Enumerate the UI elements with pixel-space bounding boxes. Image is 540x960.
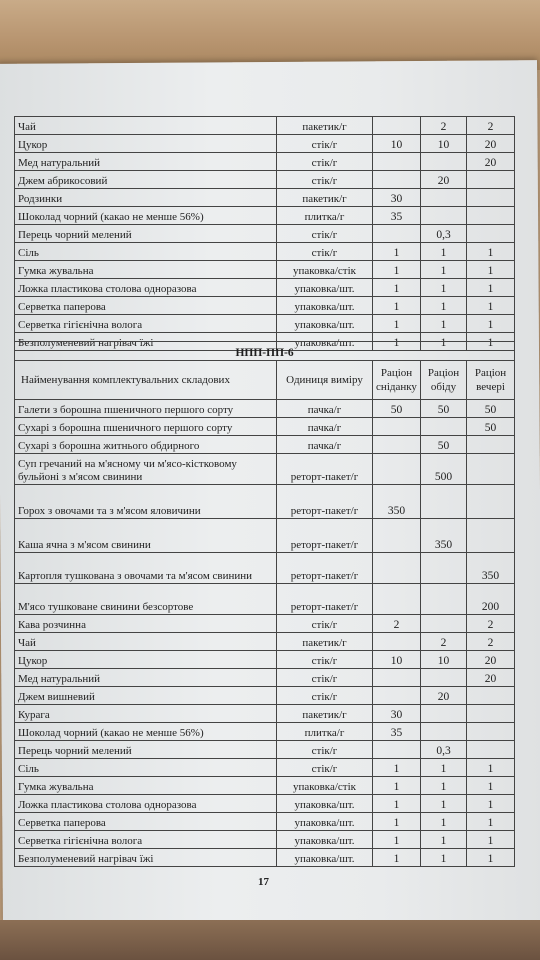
header-dinner: Раціон вечері [467,361,515,400]
item-unit: стік/г [277,171,373,189]
dinner-value: 1 [467,795,515,813]
breakfast-value: 2 [373,615,421,633]
table-row [15,633,515,651]
table-row [15,777,515,795]
item-name: Серветка гігієнічна волога [15,831,277,849]
item-unit: упаковка/шт. [277,831,373,849]
item-unit: стік/г [277,225,373,243]
lunch-value: 1 [421,279,467,297]
lunch-value [421,189,467,207]
item-name: Чай [15,633,277,651]
breakfast-value: 1 [373,297,421,315]
dinner-value [467,741,515,759]
item-name: Цукор [15,651,277,669]
breakfast-value [373,153,421,171]
breakfast-value: 1 [373,759,421,777]
item-unit: стік/г [277,153,373,171]
lunch-value: 1 [421,759,467,777]
item-unit: реторт-пакет/г [277,485,373,519]
item-name: Цукор [15,135,277,153]
breakfast-value: 1 [373,831,421,849]
breakfast-value: 1 [373,849,421,867]
item-name: Перець чорний мелений [15,225,277,243]
dinner-value: 20 [467,669,515,687]
table-row [15,813,515,831]
section-title-row [15,342,515,361]
lunch-value: 2 [421,117,467,135]
table-row [15,117,515,135]
dinner-value: 350 [467,553,515,584]
dinner-value: 1 [467,261,515,279]
breakfast-value: 1 [373,813,421,831]
lunch-value: 20 [421,171,467,189]
dinner-value: 50 [467,400,515,418]
breakfast-value [373,584,421,615]
table-row [15,553,515,584]
lunch-value: 50 [421,436,467,454]
lunch-value: 20 [421,687,467,705]
item-unit: пакетик/г [277,705,373,723]
lunch-value [421,584,467,615]
page-number: 17 [258,876,269,888]
dinner-value: 2 [467,117,515,135]
item-name: Шоколад чорний (какао не менше 56%) [15,207,277,225]
lunch-value: 1 [421,795,467,813]
dinner-value [467,189,515,207]
header-unit: Одиниця виміру [277,361,373,400]
table-row [15,315,515,333]
breakfast-value: 1 [373,333,421,351]
wooden-table-background [0,0,540,70]
item-name: Безполуменевий нагрівач їжі [15,333,277,351]
item-unit: упаковка/шт. [277,279,373,297]
breakfast-value: 1 [373,795,421,813]
item-name: Сухарі з борошна житнього обдирного [15,436,277,454]
item-unit: стік/г [277,669,373,687]
item-name: Курага [15,705,277,723]
item-unit: упаковка/шт. [277,849,373,867]
table-row [15,519,515,553]
table-row [15,723,515,741]
item-name: Ложка пластикова столова одноразова [15,795,277,813]
breakfast-value: 30 [373,189,421,207]
lunch-value [421,615,467,633]
table-row [15,297,515,315]
item-name: Перець чорний мелений [15,741,277,759]
item-unit: плитка/г [277,723,373,741]
table-header-row [15,361,515,400]
lunch-value: 1 [421,777,467,795]
ration-table-npp-pp-6 [14,341,515,867]
table-row [15,849,515,867]
dinner-value [467,687,515,705]
table-row [15,615,515,633]
table-row [15,153,515,171]
table-row [15,485,515,519]
table-row [15,759,515,777]
item-unit: стік/г [277,135,373,153]
breakfast-value: 1 [373,261,421,279]
item-unit: реторт-пакет/г [277,584,373,615]
item-unit: пачка/г [277,400,373,418]
breakfast-value [373,519,421,553]
item-name: Родзинки [15,189,277,207]
dinner-value: 200 [467,584,515,615]
item-unit: пакетик/г [277,189,373,207]
table-row [15,454,515,485]
item-name: Горох з овочами та з м'ясом яловичини [15,485,277,519]
table-row [15,279,515,297]
lunch-value: 350 [421,519,467,553]
table-row [15,741,515,759]
dinner-value [467,454,515,485]
breakfast-value [373,633,421,651]
item-name: Гумка жувальна [15,777,277,795]
table-row [15,225,515,243]
item-unit: реторт-пакет/г [277,519,373,553]
lunch-value [421,705,467,723]
item-name: Каша ячна з м'ясом свинини [15,519,277,553]
lunch-value [421,669,467,687]
item-name: М'ясо тушковане свинини безсортове [15,584,277,615]
breakfast-value [373,669,421,687]
breakfast-value: 1 [373,279,421,297]
item-name: Джем вишневий [15,687,277,705]
header-name: Найменування комплектувальних складових [15,361,277,400]
lunch-value: 0,3 [421,741,467,759]
dinner-value: 1 [467,777,515,795]
lunch-value: 10 [421,651,467,669]
dinner-value [467,225,515,243]
item-name: Кава розчинна [15,615,277,633]
item-unit: стік/г [277,687,373,705]
item-name: Безполуменевий нагрівач їжі [15,849,277,867]
table-row [15,418,515,436]
item-unit: пачка/г [277,436,373,454]
dinner-value: 1 [467,849,515,867]
dinner-value: 1 [467,297,515,315]
lunch-value: 1 [421,243,467,261]
item-name: Серветка гігієнічна волога [15,315,277,333]
lunch-value: 2 [421,633,467,651]
item-unit: стік/г [277,651,373,669]
item-name: Ложка пластикова столова одноразова [15,279,277,297]
dinner-value [467,705,515,723]
table-row [15,584,515,615]
item-unit: упаковка/шт. [277,333,373,351]
item-unit: упаковка/стік [277,261,373,279]
dinner-value: 1 [467,315,515,333]
breakfast-value [373,687,421,705]
header-breakfast: Раціон сніданку [373,361,421,400]
item-name: Картопля тушкована з овочами та м'ясом свинини [15,553,277,584]
breakfast-value [373,117,421,135]
table-row [15,261,515,279]
ration-table-previous [14,116,515,351]
breakfast-value [373,171,421,189]
table-row [15,171,515,189]
breakfast-value: 30 [373,705,421,723]
table-row [15,207,515,225]
breakfast-value: 50 [373,400,421,418]
dinner-value: 20 [467,153,515,171]
item-unit: упаковка/шт. [277,795,373,813]
lunch-value [421,723,467,741]
table-row [15,669,515,687]
item-unit: реторт-пакет/г [277,454,373,485]
item-name: Сухарі з борошна пшеничного першого сорту [15,418,277,436]
item-name: Сіль [15,759,277,777]
breakfast-value: 1 [373,315,421,333]
breakfast-value: 10 [373,651,421,669]
lunch-value: 50 [421,400,467,418]
item-name: Серветка паперова [15,813,277,831]
item-name: Серветка паперова [15,297,277,315]
item-unit: упаковка/шт. [277,813,373,831]
breakfast-value [373,454,421,485]
item-unit: реторт-пакет/г [277,553,373,584]
wooden-table-edge [0,920,540,960]
item-unit: стік/г [277,615,373,633]
lunch-value: 1 [421,333,467,351]
dinner-value [467,723,515,741]
table-row [15,189,515,207]
table-row [15,436,515,454]
lunch-value: 1 [421,831,467,849]
lunch-value [421,485,467,519]
dinner-value: 1 [467,243,515,261]
dinner-value: 50 [467,418,515,436]
item-name: Гумка жувальна [15,261,277,279]
dinner-value: 1 [467,333,515,351]
dinner-value: 1 [467,831,515,849]
breakfast-value: 10 [373,135,421,153]
section-title: НПП-ПП-6 [15,342,515,361]
breakfast-value [373,553,421,584]
dinner-value [467,519,515,553]
item-name: Чай [15,117,277,135]
ration-table-npp-pp-6-body [15,342,515,867]
lunch-value: 1 [421,813,467,831]
item-name: Шоколад чорний (какао не менше 56%) [15,723,277,741]
table-row [15,135,515,153]
item-unit: упаковка/шт. [277,297,373,315]
lunch-value: 1 [421,261,467,279]
item-unit: стік/г [277,741,373,759]
dinner-value: 2 [467,615,515,633]
item-name: Сіль [15,243,277,261]
lunch-value: 0,3 [421,225,467,243]
item-unit: упаковка/стік [277,777,373,795]
breakfast-value [373,741,421,759]
lunch-value [421,553,467,584]
dinner-value: 1 [467,279,515,297]
ration-table-previous-body [15,117,515,351]
breakfast-value: 35 [373,723,421,741]
lunch-value: 1 [421,849,467,867]
item-name: Мед натуральний [15,669,277,687]
lunch-value: 1 [421,315,467,333]
breakfast-value: 1 [373,777,421,795]
item-name: Мед натуральний [15,153,277,171]
breakfast-value [373,418,421,436]
lunch-value: 500 [421,454,467,485]
dinner-value: 20 [467,135,515,153]
lunch-value: 10 [421,135,467,153]
dinner-value: 20 [467,651,515,669]
breakfast-value: 350 [373,485,421,519]
lunch-value: 1 [421,297,467,315]
breakfast-value [373,225,421,243]
dinner-value [467,485,515,519]
breakfast-value: 35 [373,207,421,225]
dinner-value: 1 [467,813,515,831]
item-unit: стік/г [277,759,373,777]
item-unit: стік/г [277,243,373,261]
item-unit: упаковка/шт. [277,315,373,333]
table-row [15,243,515,261]
item-unit: пакетик/г [277,117,373,135]
item-unit: пачка/г [277,418,373,436]
item-unit: пакетик/г [277,633,373,651]
item-name: Джем абрикосовий [15,171,277,189]
dinner-value: 2 [467,633,515,651]
lunch-value [421,207,467,225]
dinner-value: 1 [467,759,515,777]
lunch-value [421,418,467,436]
header-lunch: Раціон обіду [421,361,467,400]
table-row [15,705,515,723]
lunch-value [421,153,467,171]
dinner-value [467,171,515,189]
breakfast-value [373,436,421,454]
item-name: Галети з борошна пшеничного першого сорту [15,400,277,418]
table-row [15,687,515,705]
table-row [15,400,515,418]
table-row [15,831,515,849]
dinner-value [467,436,515,454]
table-row [15,651,515,669]
dinner-value [467,207,515,225]
item-unit: плитка/г [277,207,373,225]
table-row [15,795,515,813]
item-name: Суп гречаний на м'ясному чи м'ясо-кістковому бульйоні з м'ясом свинини [15,454,277,485]
breakfast-value: 1 [373,243,421,261]
